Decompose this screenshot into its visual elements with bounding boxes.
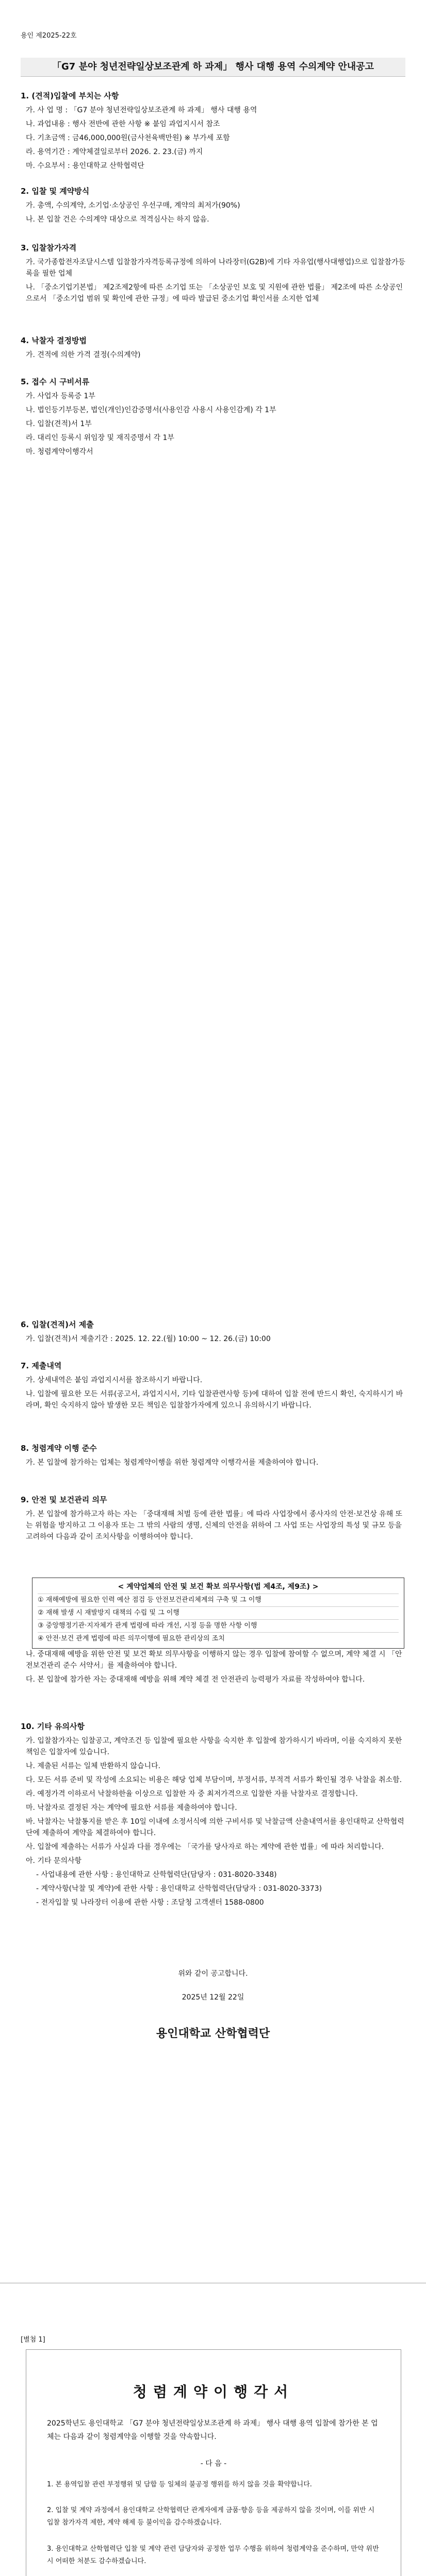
section-heading: 9. 안전 및 보건관리 의무: [21, 1495, 107, 1504]
form-item: 2. 입찰 및 계약 과정에서 용인대학교 산학협력단 관계자에게 금품·향응 등을 제공하지 않을 것이며, 이를 위반 시 입찰 참가자격 제한, 계약 해제 등 불이익을 감수하겠습니다.: [47, 2506, 375, 2527]
section-line: 나. 법인등기부등본, 법인(개인)인감증명서(사용인감 사용시 사용인감계) 각 1부: [26, 406, 276, 414]
section-line: 다. 입찰(견적)서 1부: [26, 420, 92, 428]
section-line: 가. 총액, 수의계약, 소기업·소상공인 우선구매, 계약의 최저가(90%): [26, 201, 240, 210]
section-heading: 3. 입찰참가자격: [21, 243, 77, 252]
section-line: 아. 기타 문의사항: [26, 1857, 82, 1865]
section-line: 가. 입찰참가자는 입찰공고, 계약조건 등 입찰에 필요한 사항을 숙지한 후 입찰에 참가하시기 바라며, 이를 숙지하지 못한 책임은 입찰자에 있습니다.: [26, 1737, 402, 1756]
section-award-method: [21, 335, 405, 363]
closing-statement: 위와 같이 공고합니다.: [178, 1970, 248, 1978]
section-heading: 10. 기타 유의사항: [21, 1722, 85, 1731]
section-submission: [21, 1319, 405, 1347]
issuing-organization: 용인대학교 산학협력단: [156, 2027, 270, 2040]
section-line: 라. 용역기간 : 계약체결일로부터 2026. 2. 23.(금) 까지: [26, 148, 203, 156]
section-line: 다. 본 입찰에 참가한 자는 중대재해 예방을 위해 계약 체결 전 안전관리 능력평가 자료를 작성하여야 합니다.: [26, 1675, 365, 1684]
box-item: ③ 중앙행정기관·지자체가 관계 법령에 따라 개선, 시정 등을 명한 사항 이행: [38, 1619, 399, 1632]
integrity-pledge-form: [26, 2349, 401, 2576]
section-line: 라. 예정가격 이하로서 낙찰하한율 이상으로 입찰한 자 중 최저가격으로 입찰한 자를 낙찰자로 결정합니다.: [26, 1790, 358, 1798]
section-integrity: [21, 1443, 405, 1471]
document-number: 용인 제2025-22호: [21, 32, 77, 40]
section-heading: 1. (견적)입찰에 부치는 사항: [21, 91, 119, 100]
section-line: 가. 사 업 명 : 「G7 분야 청년전략일상보조관계 하 과제」 행사 대행 용역: [26, 106, 257, 114]
section-line: 가. 상세내역은 붙임 과업지시서를 참조하시기 바랍니다.: [26, 1376, 203, 1384]
page-divider: [0, 2282, 426, 2284]
section-line: 나. 중대재해 예방을 위한 안전 및 보건 확보 의무사항을 이행하지 않는 경우 입찰에 참여할 수 없으며, 계약 체결 시 「안전보건관리 준수 서약서」를 제출하여야 합니다.: [26, 1650, 402, 1670]
attachment-1-label: [별첨 1]: [21, 2336, 45, 2344]
section-line: 마. 수요부서 : 용인대학교 산학협력단: [26, 162, 144, 170]
section-line: 가. 견적에 의한 가격 결정(수의계약): [26, 351, 141, 359]
section-line: 가. 사업자 등록증 1부: [26, 392, 95, 400]
section-submission-details: [21, 1360, 405, 1414]
section-heading: 6. 입찰(견적)서 제출: [21, 1320, 94, 1329]
section-contract-method: [21, 185, 405, 228]
document-title: 「G7 분야 청년전략일상보조관계 하 과제」 행사 대행 용역 수의계약 안내공고: [52, 61, 374, 72]
section-heading: 5. 접수 시 구비서류: [21, 377, 90, 386]
contact-line: - 계약사항(낙찰 및 계약)에 관한 사항 : 용인대학교 산학협력단(담당자 : 031-8020-3373): [36, 1885, 322, 1893]
form-title: 청렴계약이행각서: [133, 2383, 294, 2400]
section-line: 라. 대리인 등록시 위임장 및 재직증명서 각 1부: [26, 434, 174, 442]
form-list-heading: - 다 음 -: [200, 2460, 227, 2468]
section-line: 나. 입찰에 필요한 모든 서류(공고서, 과업지시서, 기타 입찰관련사항 등)에 대하여 입찰 전에 반드시 확인, 숙지하시기 바라며, 확인 숙지하지 않아 발생한 모든 책임은 입찰참가자에게 있으니 유의하시기 바랍니다.: [26, 1390, 403, 1410]
section-line: 다. 모든 서류 준비 및 작성에 소요되는 비용은 해당 업체 부담이며, 부정서류, 부적격 서류가 확인될 경우 낙찰을 취소함.: [26, 1776, 402, 1784]
section-line: 다. 기초금액 : 금46,000,000원(금사천육백만원) ※ 부가세 포함: [26, 134, 230, 142]
form-item: 3. 용인대학교 산학협력단 입찰 및 계약 관련 담당자와 공정한 업무 수행을 위하여 청렴계약을 준수하며, 만약 위반 시 어떠한 처분도 감수하겠습니다.: [47, 2545, 379, 2565]
section-safety-continued: [21, 1649, 405, 1688]
section-line: 마. 낙찰자로 결정된 자는 계약에 필요한 서류를 제출하여야 합니다.: [26, 1804, 237, 1812]
box-title: < 계약업체의 안전 및 보건 확보 의무사항(법 제4조, 제9조) >: [118, 1583, 319, 1591]
section-eligibility: [21, 242, 405, 307]
box-item: ② 재해 발생 시 재발방지 대책의 수립 및 그 이행: [38, 1606, 399, 1619]
section-line: 나. 「중소기업기본법」 제2조제2항에 따른 소기업 또는 「소상공인 보호 및 지원에 관한 법률」 제2조에 따른 소상공인으로서 「중소기업 범위 및 확인에 관한 규정」에 따라 발급된 중소기업 확인서를 소지한 업체: [26, 283, 403, 303]
section-heading: 7. 제출내역: [21, 1361, 62, 1370]
section-heading: 4. 낙찰자 결정방법: [21, 336, 87, 345]
section-line: 가. 본 입찰에 참가하고자 하는 자는 「중대재해 처벌 등에 관한 법률」에 따라 사업장에서 종사자의 안전·보건상 유해 또는 위험을 방지하고 그 이용자 또는 그 밖의 사람의 생명, 신체의 안전을 위하여 그 사업 또는 사업장의 특성 및 규모 등을 고려하여 다음과 같이 조치사항을 이행하여야 합니다.: [26, 1510, 403, 1541]
section-line: 가. 본 입찰에 참가하는 업체는 청렴계약이행을 위한 청렴계약 이행각서를 제출하여야 합니다.: [26, 1459, 319, 1467]
closing-date: 2025년 12월 22일: [182, 1993, 244, 2002]
section-line: 나. 과업내용 : 행사 전반에 관한 사항 ※ 붙임 과업지시서 참조: [26, 120, 220, 128]
section-line: 나. 본 입찰 건은 수의계약 대상으로 적격심사는 하지 않음.: [26, 215, 209, 224]
section-heading: 2. 입찰 및 계약방식: [21, 187, 90, 196]
contact-line: - 전자입찰 및 나라장터 이용에 관한 사항 : 조달청 고객센터 1588-0800: [36, 1899, 264, 1907]
box-item: ④ 안전·보건 관계 법령에 따른 의무이행에 필요한 관리상의 조치: [38, 1632, 399, 1645]
section-notes: [21, 1721, 405, 1911]
form-item: 1. 본 용역입찰 관련 부정행위 및 담합 등 일체의 불공정 행위를 하지 않을 것을 확약합니다.: [47, 2481, 312, 2488]
safety-obligations-box: [32, 1578, 404, 1649]
section-safety: [21, 1494, 405, 1545]
section-line: 나. 제출된 서류는 일체 반환하지 않습니다.: [26, 1762, 161, 1770]
section-line: 마. 청렴계약이행각서: [26, 448, 93, 456]
section-bid-items: [21, 90, 405, 174]
title-banner: [21, 58, 405, 77]
box-item: ① 재해예방에 필요한 인력 예산 점검 등 안전보건관리체계의 구축 및 그 이행: [38, 1594, 399, 1606]
section-line: 사. 입찰에 제출하는 서류가 사실과 다를 경우에는 「국가를 당사자로 하는 계약에 관한 법률」에 따라 처리합니다.: [26, 1843, 384, 1851]
section-line: 가. 입찰(견적)서 제출기간 : 2025. 12. 22.(월) 10:00 ~ 12. 26.(금) 10:00: [26, 1335, 271, 1343]
section-line: 바. 낙찰자는 낙찰통지를 받은 후 10일 이내에 소정서식에 의한 구비서류 및 낙찰금액 산출내역서를 용인대학교 산학협력단에 제출하여 계약을 체결하여야 합니다.: [26, 1818, 404, 1837]
section-heading: 8. 청렴계약 이행 준수: [21, 1444, 97, 1453]
section-required-docs: [21, 376, 405, 460]
contact-line: - 사업내용에 관한 사항 : 용인대학교 산학협력단(담당자 : 031-8020-3348): [36, 1871, 277, 1879]
form-body: 2025학년도 용인대학교 「G7 분야 청년전략일상보조관계 하 과제」 행사 대행 용역 입찰에 참가한 본 업체는 다음과 같이 청렴계약을 이행할 것을 약속합니다.: [47, 2419, 378, 2441]
section-line: 가. 국가종합전자조달시스템 입찰참가자격등록규정에 의하여 나라장터(G2B)에 기타 자유업(행사대행업)으로 입찰참가등록을 필한 업체: [26, 258, 405, 278]
